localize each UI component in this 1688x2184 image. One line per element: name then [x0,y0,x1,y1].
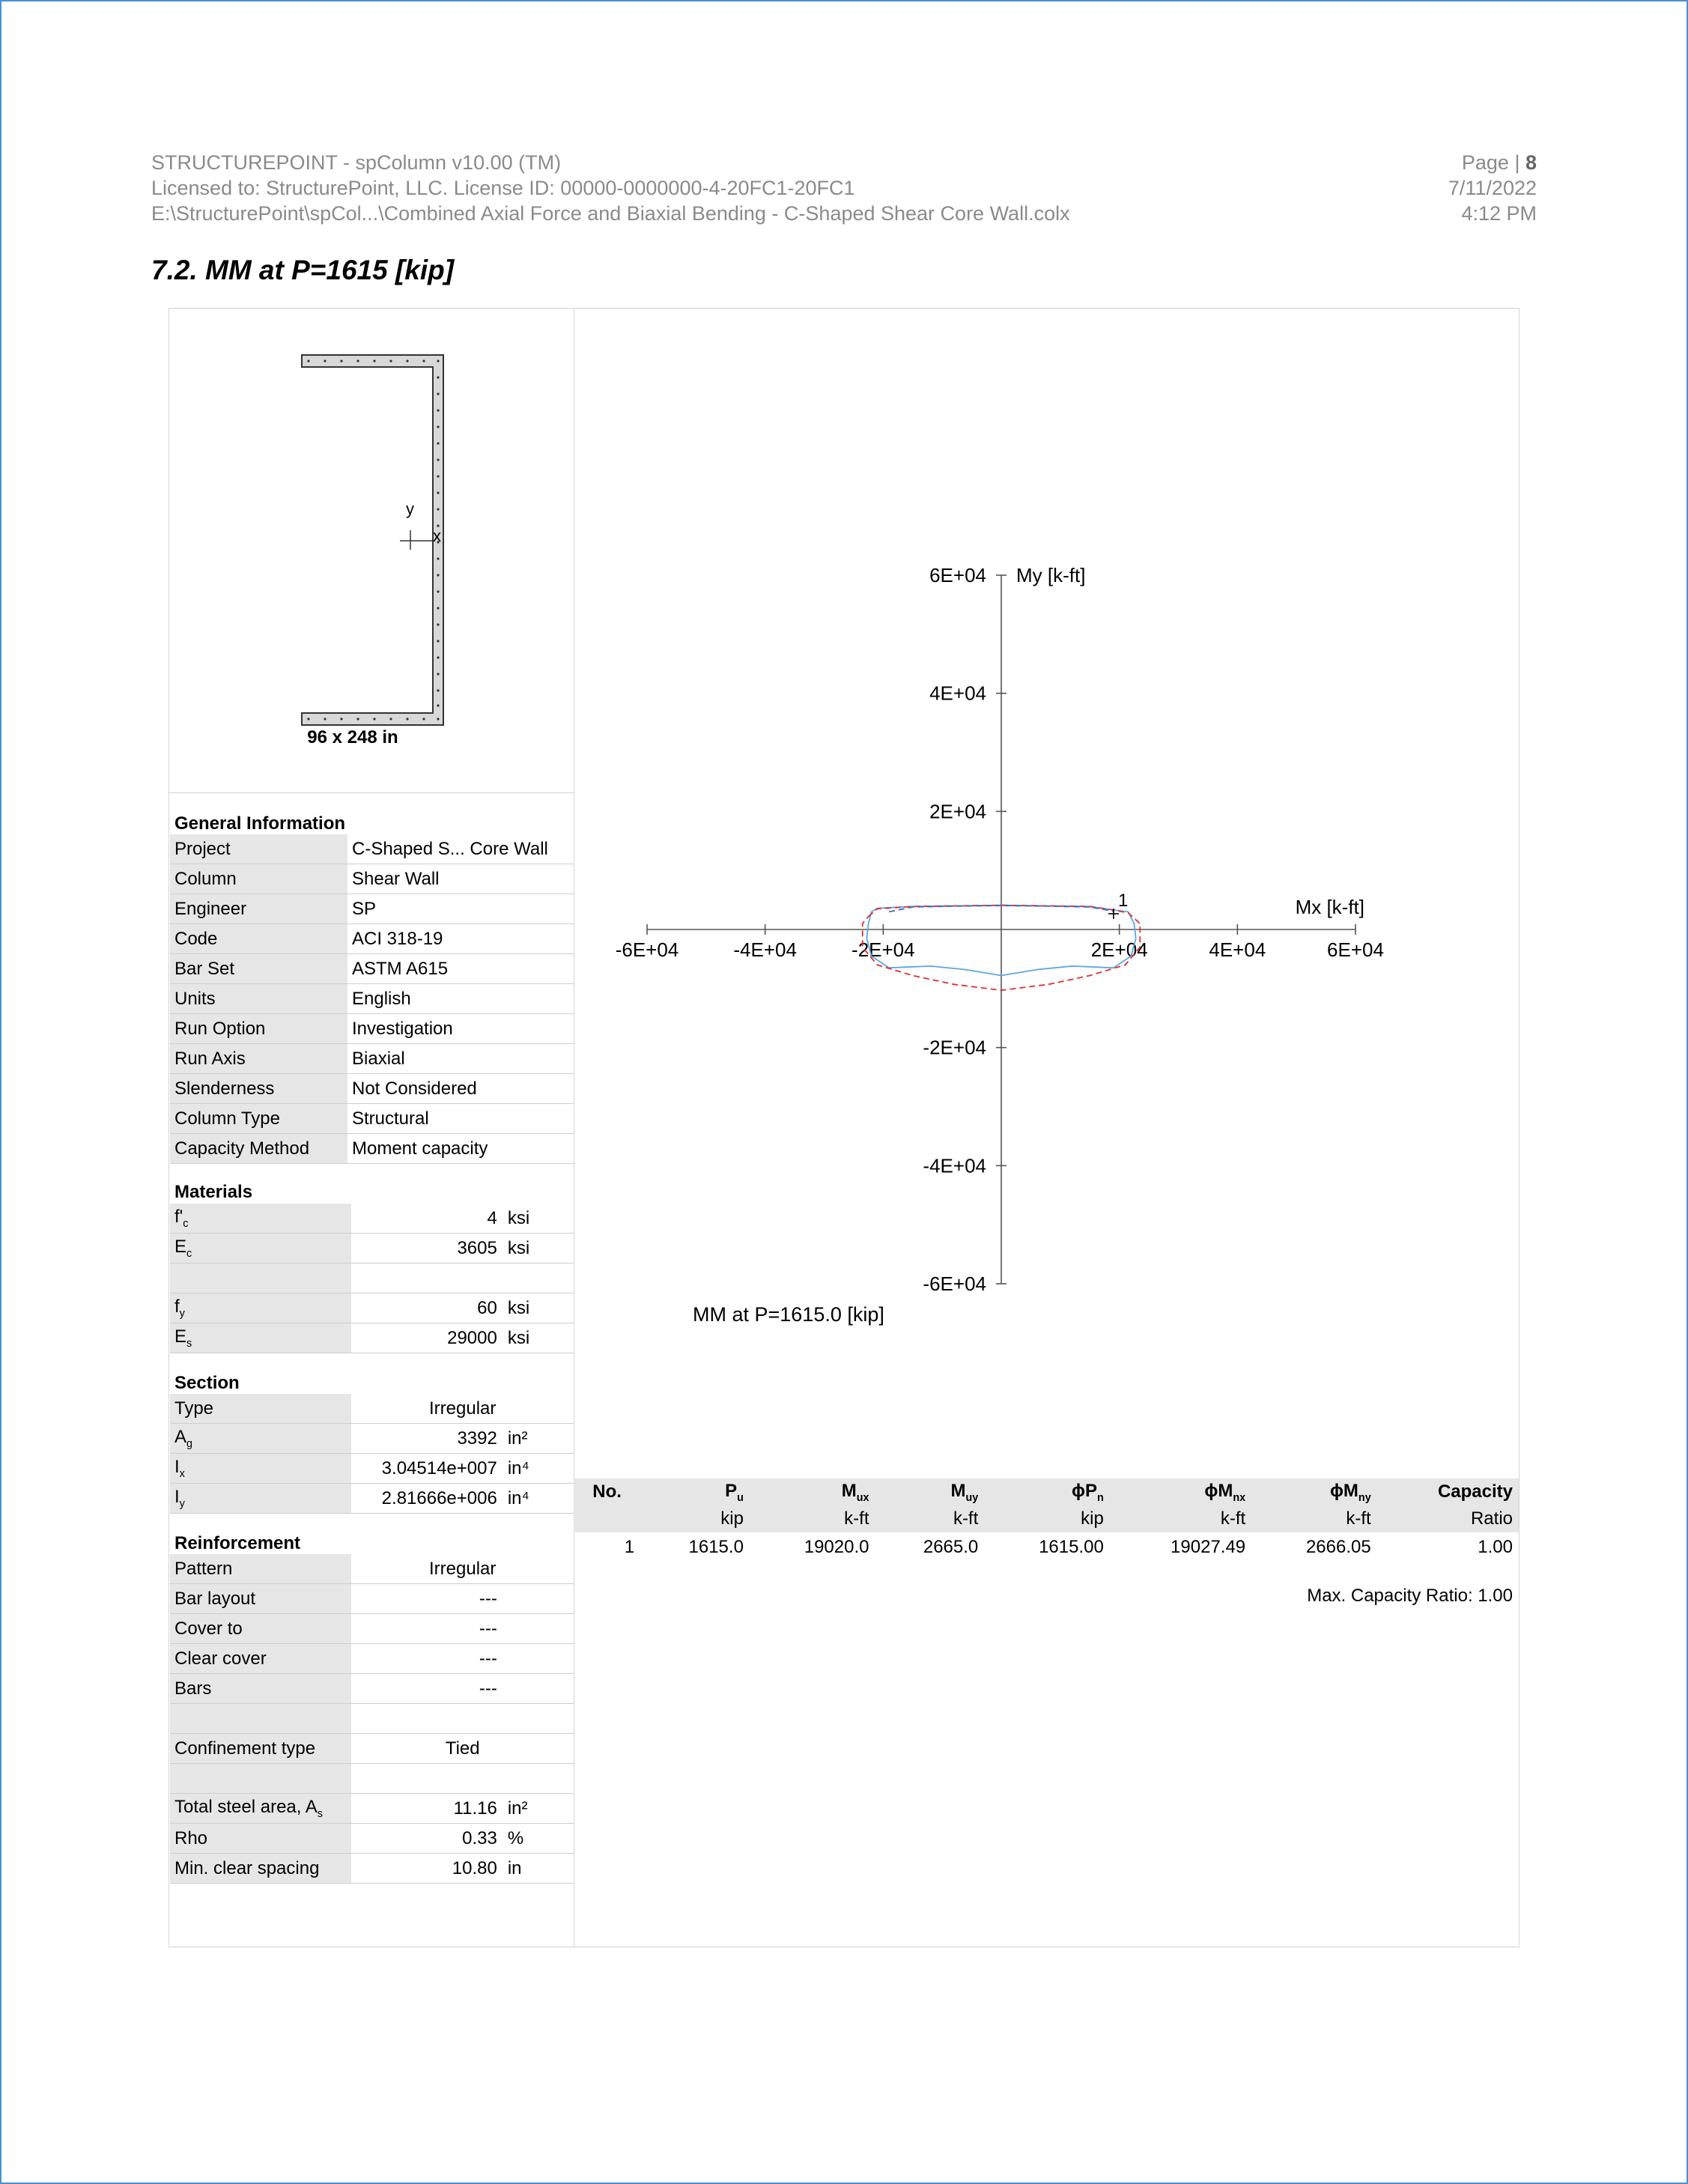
section-row-ix [170,1454,574,1484]
general-info-value: C-Shaped S... Core Wall [347,834,574,864]
es-sub: s [186,1337,192,1350]
x-tick-label: 6E+04 [1327,938,1384,961]
iy-label [170,1484,351,1514]
spacing-label: Min. clear spacing [170,1854,351,1884]
general-info-row [170,1044,574,1074]
results-table [574,1478,1519,1562]
rho-value: 0.33 [351,1824,501,1854]
ag-label [170,1424,351,1454]
results-col-header [640,1478,750,1505]
fc-unit: ksi [502,1204,574,1234]
rebar-dots [307,360,439,720]
header-main: No. [592,1481,622,1502]
header-main: ϕP [1072,1480,1098,1501]
fy-label-text: f [174,1296,180,1317]
results-col-header [574,1478,640,1505]
report-time: 4:12 PM [1461,202,1537,225]
as-label [170,1794,351,1824]
report-date: 7/11/2022 [1448,177,1537,199]
mm-interaction-chart [574,309,1518,1477]
general-info-value: Investigation [347,1014,574,1044]
results-unit [574,1505,640,1532]
fy-value: 60 [351,1293,501,1323]
material-row-ec [170,1234,574,1264]
ix-value: 3.04514e+007 [351,1454,501,1484]
cover-to-value: --- [351,1614,501,1644]
general-info-value: English [347,984,574,1014]
results-unit: Ratio [1377,1505,1519,1532]
results-col-header [1110,1478,1251,1505]
results-cell: 1615.0 [688,1537,744,1557]
header-sub: n [1097,1491,1104,1504]
reinf-row-confinement [170,1734,574,1764]
load-point-label: 1 [1117,890,1129,911]
type-value: Irregular [351,1394,574,1424]
section-props-table [170,1394,574,1514]
header-main: ϕM [1204,1480,1233,1501]
ec-label-text: E [174,1237,187,1258]
material-row-es [170,1323,574,1353]
y-tick-label: -6E+04 [923,1273,986,1295]
header-main: M [841,1480,857,1501]
ix-unit: in⁴ [502,1454,574,1484]
ec-label [170,1234,351,1264]
general-info-row [170,1074,574,1104]
axis-x-label: x [433,527,441,545]
header-sub: nx [1233,1491,1246,1504]
header-main: M [950,1480,966,1501]
type-label: Type [170,1394,351,1424]
ec-sub: c [186,1247,192,1260]
reinf-row-clear-cover [170,1644,574,1674]
general-info-value: Shear Wall [347,864,574,894]
y-tick-label: 4E+04 [929,682,986,705]
fy-label [170,1293,351,1323]
confinement-label: Confinement type [170,1734,351,1764]
material-row-fy [170,1293,574,1323]
general-info-row [170,954,574,984]
iy-sub: y [179,1497,185,1510]
sketch-divider [169,792,574,793]
cover-to-label: Cover to [170,1614,351,1644]
general-info-key: Units [170,984,347,1014]
es-label [170,1323,351,1353]
header-main: P [725,1480,738,1501]
x-tick-label: 4E+04 [1209,938,1266,961]
report-header-right [1448,150,1537,226]
page-num: 8 [1525,151,1537,174]
section-props-title: Section [174,1373,240,1393]
general-info-row [170,894,574,924]
reinf-row-rho [170,1824,574,1854]
spacing-unit: in [502,1854,574,1884]
report-header [151,150,1070,226]
general-info-row [170,1014,574,1044]
iy-value: 2.81666e+006 [351,1484,501,1514]
app-title: STRUCTUREPOINT - spColumn v10.00 (TM) [151,151,562,174]
materials-title: Materials [174,1182,253,1202]
general-info-value: ACI 318-19 [347,924,574,954]
results-unit: k-ft [1110,1505,1251,1532]
results-unit: k-ft [875,1505,984,1532]
results-col-header [1377,1478,1519,1505]
bar-layout-label: Bar layout [170,1584,351,1614]
chart-title: MM at P=1615.0 [kip] [693,1303,884,1326]
ec-value: 3605 [351,1234,501,1264]
results-cell: 1 [624,1537,635,1557]
general-info-row [170,1134,574,1164]
fc-label-text: f' [174,1207,183,1228]
bars-label: Bars [170,1674,351,1704]
general-info-key: Engineer [170,894,347,924]
header-sub: u [737,1491,744,1504]
x-tick-label: -2E+04 [851,938,915,961]
page-label: Page | [1461,151,1525,174]
reinf-row-bar-layout [170,1584,574,1614]
general-info-value: Not Considered [347,1074,574,1104]
page-number [1448,150,1537,175]
general-info-row [170,1104,574,1134]
general-info-key: Code [170,924,347,954]
results-cell: 1.00 [1478,1537,1513,1557]
pattern-label: Pattern [170,1554,351,1584]
license-line: Licensed to: StructurePoint, LLC. License ID: 00000-0000000-4-20FC1-20FC1 [151,177,855,199]
general-info-key: Run Axis [170,1044,347,1074]
header-main: ϕM [1329,1480,1358,1501]
bars-value: --- [351,1674,501,1704]
ag-unit: in² [502,1424,574,1454]
as-unit: in² [502,1794,574,1824]
section-dims: 96 x 248 in [307,727,398,747]
material-row-blank [170,1264,574,1293]
header-sub: ux [856,1491,869,1504]
general-info-key: Capacity Method [170,1134,347,1164]
y-tick-label: 6E+04 [929,564,986,586]
general-info-key: Run Option [170,1014,347,1044]
reinf-row-blank-1 [170,1704,574,1734]
general-info-row [170,834,574,864]
fc-label [170,1204,351,1234]
fy-unit: ksi [502,1293,574,1323]
materials-table [170,1204,574,1353]
general-info-key: Column [170,864,347,894]
es-value: 29000 [351,1323,501,1353]
y-tick-label: -4E+04 [923,1154,986,1177]
results-unit: kip [640,1505,750,1532]
reinforcement-title: Reinforcement [174,1533,301,1553]
clear-cover-label: Clear cover [170,1644,351,1674]
section-row-ag [170,1424,574,1454]
results-unit: k-ft [750,1505,875,1532]
y-axis-label: My [k-ft] [1016,564,1086,586]
es-unit: ksi [502,1323,574,1353]
reinf-row-cover-to [170,1614,574,1644]
x-tick-label: -6E+04 [615,938,679,961]
reinf-row-spacing [170,1854,574,1884]
ag-value: 3392 [351,1424,501,1454]
reinf-row-as [170,1794,574,1824]
header-sub: ny [1358,1491,1371,1504]
general-info-row [170,864,574,894]
material-row-fc [170,1204,574,1234]
y-tick-label: -2E+04 [923,1036,986,1059]
centroid-axes [400,530,433,550]
max-capacity-ratio: Max. Capacity Ratio: 1.00 [1307,1586,1513,1606]
reinf-row-pattern [170,1554,574,1584]
results-unit: k-ft [1251,1505,1377,1532]
general-info-row [170,924,574,954]
general-info-key: Column Type [170,1104,347,1134]
section-title: 7.2. MM at P=1615 [kip] [151,255,455,285]
y-tick-label: 2E+04 [929,800,986,823]
x-tick-label: 2E+04 [1090,938,1148,961]
general-info-value: ASTM A615 [347,954,574,984]
results-cell: 1615.00 [1039,1537,1104,1557]
bar-layout-value: --- [351,1584,501,1614]
fc-value: 4 [351,1204,501,1234]
iy-unit: in⁴ [502,1484,574,1514]
table-row [574,1532,1519,1562]
general-info-value: SP [347,894,574,924]
header-sub: uy [965,1491,979,1504]
results-col-header [750,1478,875,1505]
confinement-value: Tied [351,1734,574,1764]
results-col-header [875,1478,984,1505]
ix-sub: x [179,1467,185,1480]
reinf-row-blank-2 [170,1764,574,1794]
x-tick-label: -4E+04 [733,938,797,961]
general-info-table [170,834,574,1164]
results-header-row [574,1478,1519,1505]
as-value: 11.16 [351,1794,501,1824]
results-unit: kip [984,1505,1110,1532]
section-sketch [169,309,573,792]
iy-label-text: I [174,1487,180,1508]
ix-label [170,1454,351,1484]
general-info-row [170,984,574,1014]
reinf-row-bars [170,1674,574,1704]
results-cell: 2666.05 [1305,1537,1371,1557]
general-info-value: Biaxial [347,1044,574,1074]
results-cell: 19027.49 [1171,1537,1246,1557]
results-col-header [1251,1478,1377,1505]
header-main: Capacity [1437,1481,1513,1502]
results-cell: 19020.0 [804,1537,869,1557]
clear-cover-value: --- [351,1644,501,1674]
as-sub: s [317,1807,323,1820]
general-info-value: Moment capacity [347,1134,574,1164]
pattern-value: Irregular [351,1554,574,1584]
rho-unit: % [502,1824,574,1854]
as-label-text: Total steel area, A [174,1797,318,1818]
rho-label: Rho [170,1824,351,1854]
ix-label-text: I [174,1457,180,1478]
results-units-row [574,1505,1519,1532]
fc-sub: c [183,1217,189,1230]
spacing-value: 10.80 [351,1854,501,1884]
results-cell: 2665.0 [923,1537,979,1557]
ec-unit: ksi [502,1234,574,1264]
section-row-type [170,1394,574,1424]
fy-sub: y [179,1307,185,1320]
section-row-iy [170,1484,574,1514]
reinforcement-table [170,1554,574,1884]
general-info-value: Structural [347,1104,574,1134]
x-axis-label: Mx [k-ft] [1295,896,1364,918]
results-col-header [984,1478,1110,1505]
general-info-key: Bar Set [170,954,347,984]
general-info-key: Project [170,834,347,864]
general-info-title: General Information [174,813,346,834]
es-label-text: E [174,1326,187,1347]
c-section-shape [302,355,443,725]
file-path: E:\StructurePoint\spCol...\Combined Axial Force and Biaxial Bending - C-Shaped Shear Core Wall.colx [151,202,1070,225]
ag-label-text: A [174,1427,187,1448]
general-info-key: Slenderness [170,1074,347,1104]
axis-y-label: y [406,500,414,518]
ag-sub: g [186,1437,193,1450]
